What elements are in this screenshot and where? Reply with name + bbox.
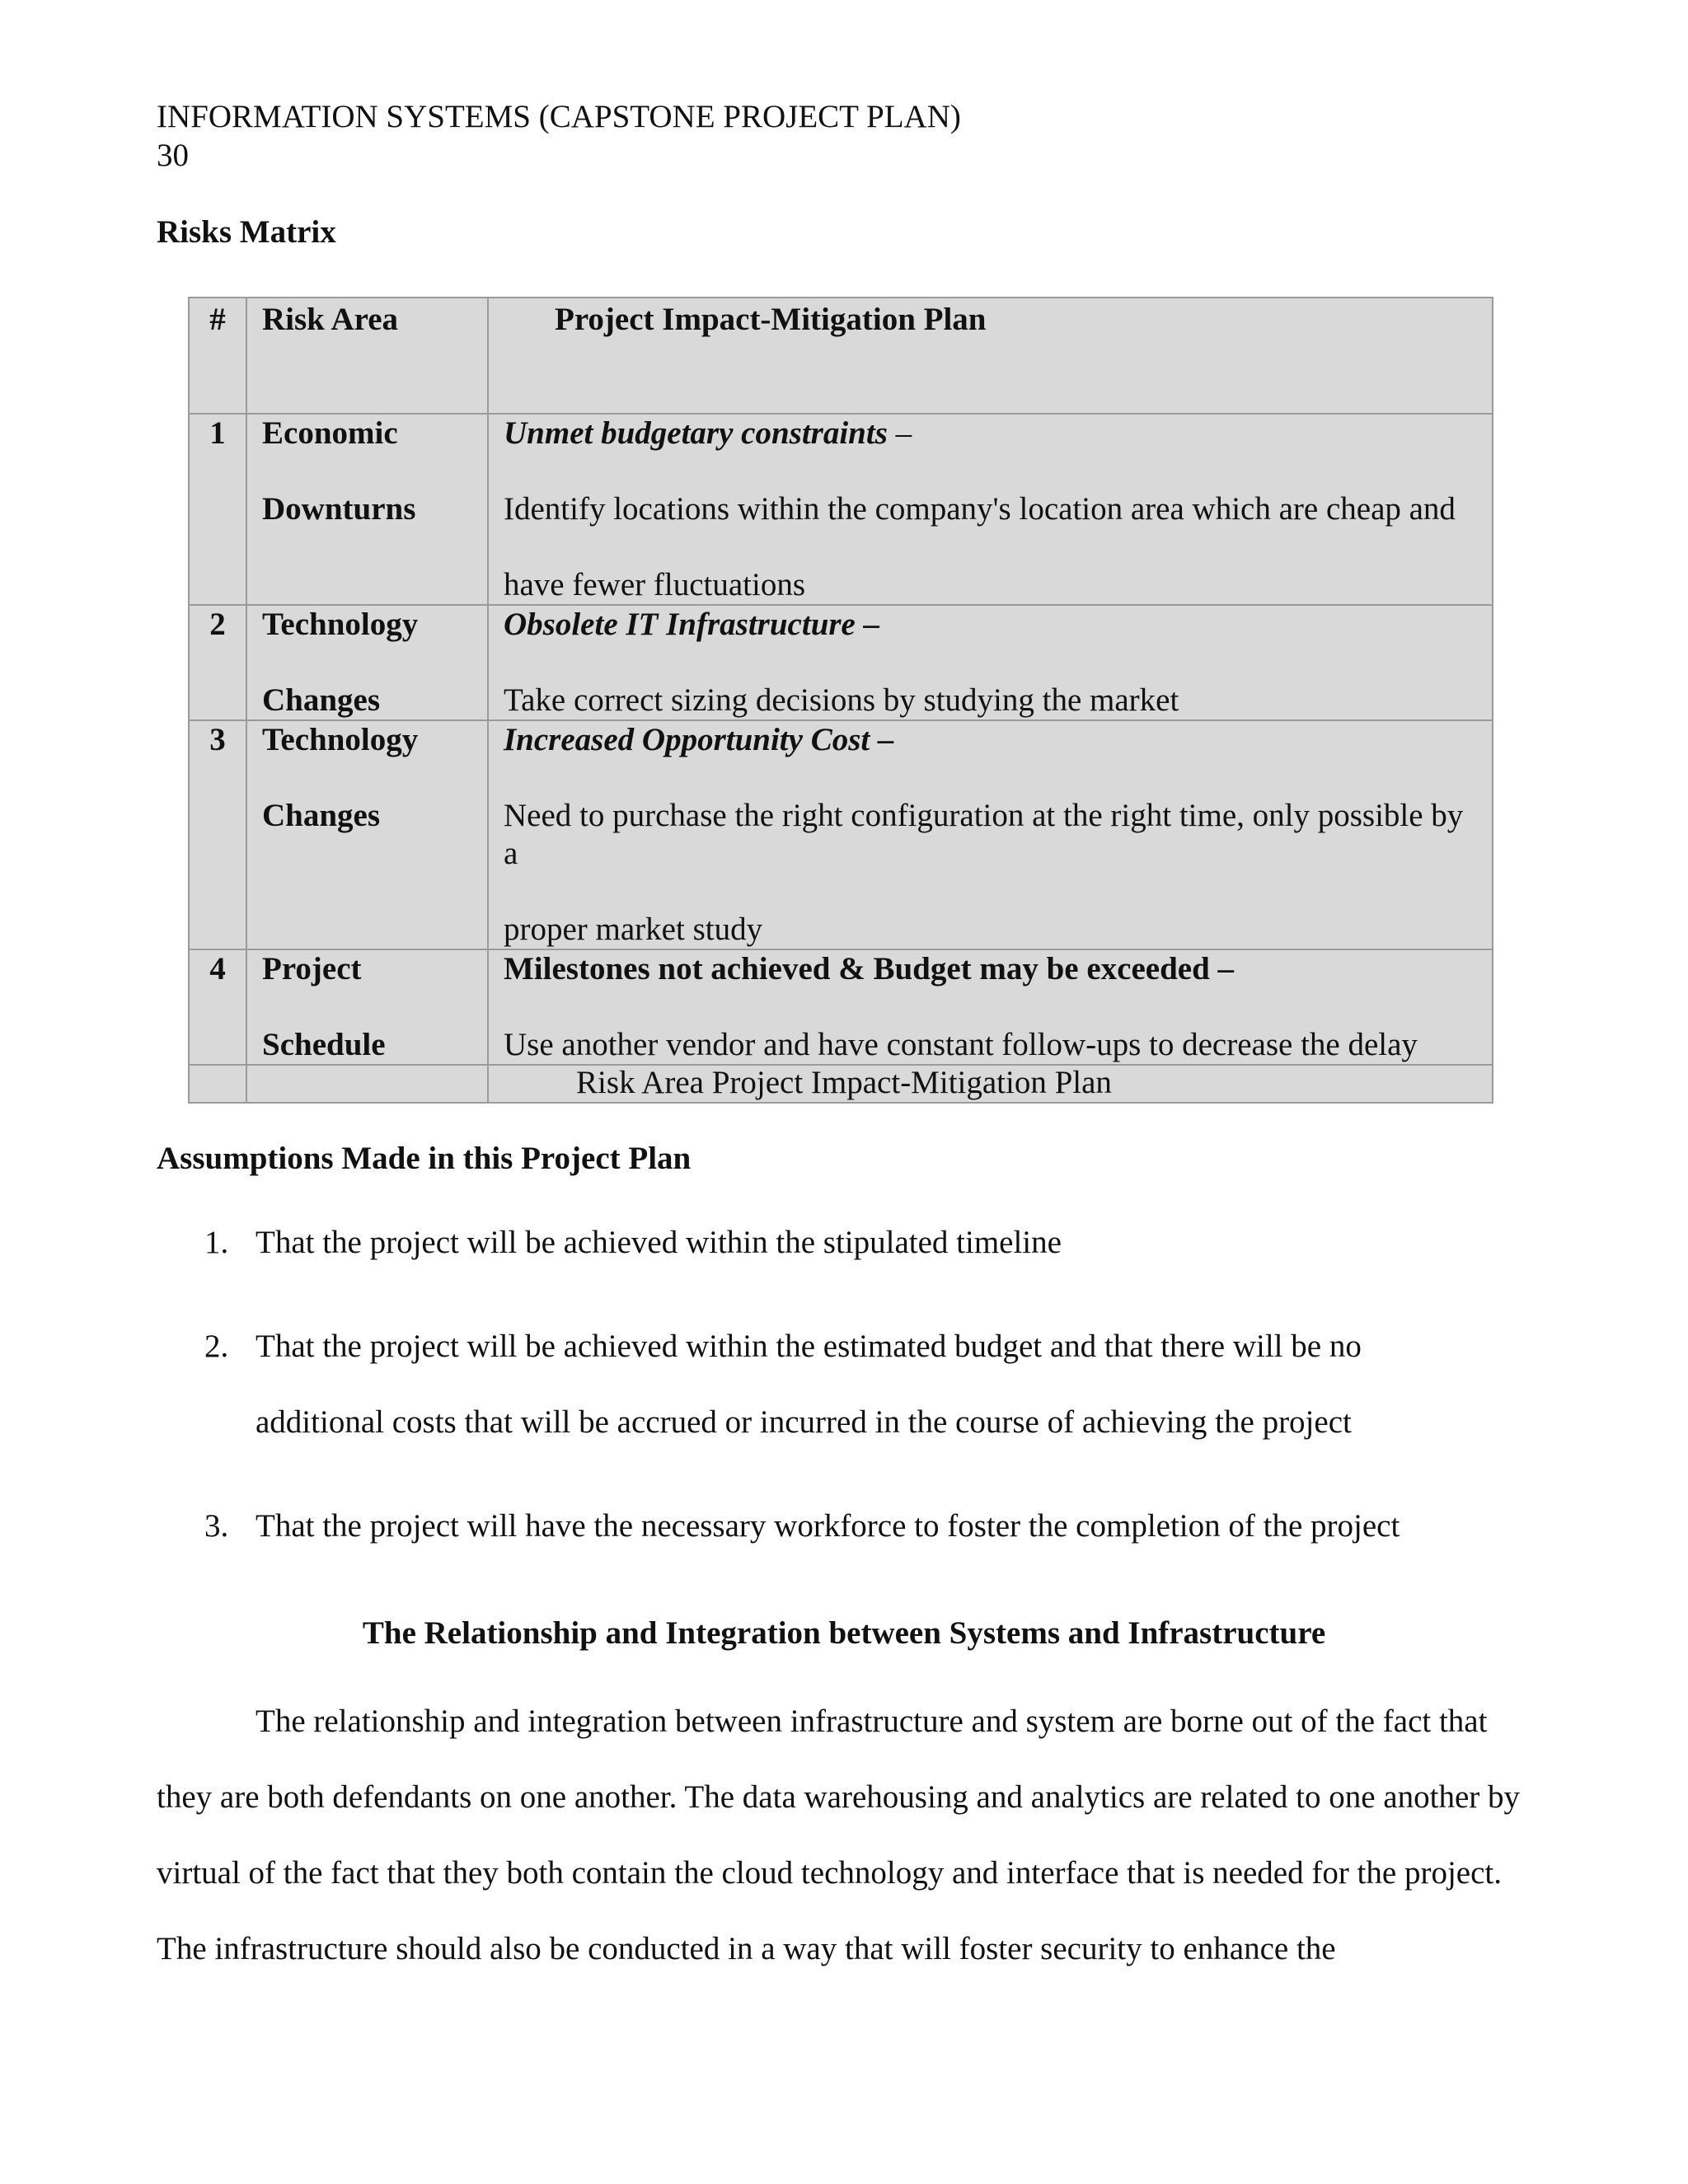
mitigation-plan-cell: [488, 414, 1493, 605]
assumptions-heading: Assumptions Made in this Project Plan: [157, 1141, 692, 1176]
header-mitigation-plan: Project Impact-Mitigation Plan: [488, 298, 1493, 414]
risk-number: 2: [189, 605, 246, 720]
plan-text-line: Use another vendor and have constant follow-ups to decrease the delay: [504, 1027, 1418, 1062]
table-caption: Risk Area Project Impact-Mitigation Plan: [576, 1065, 1112, 1100]
plan-title: Increased Opportunity Cost –: [504, 722, 894, 757]
plan-text-line: proper market study: [504, 912, 763, 947]
risk-area-line: Technology: [262, 722, 419, 757]
risk-area-line: Downturns: [262, 491, 416, 527]
running-header: INFORMATION SYSTEMS (CAPSTONE PROJECT PLAN): [157, 99, 961, 134]
list-item-text: That the project will be achieved within the stipulated timeline: [256, 1225, 1062, 1260]
risk-area-cell: [246, 414, 488, 605]
plan-title: Obsolete IT Infrastructure –: [504, 607, 880, 642]
page-number: 30: [157, 138, 189, 173]
risk-area-line: Economic: [262, 415, 398, 451]
list-item-number: 1.: [204, 1225, 229, 1260]
integration-heading: The Relationship and Integration between Systems and Infrastructure: [362, 1615, 1326, 1651]
risk-matrix-table: [188, 297, 1493, 1104]
risk-area-cell: [246, 720, 488, 949]
risk-area-cell: [246, 605, 488, 720]
table-row: [189, 414, 1493, 605]
list-item-text: That the project will have the necessary workforce to foster the completion of the project: [256, 1508, 1400, 1544]
mitigation-plan-cell: [488, 605, 1493, 720]
list-item: [204, 1205, 1556, 1281]
body-paragraph: The relationship and integration between infrastructure and system are borne out of the fact that they are both defendants on one another. The data warehousing and analytics are related to one another by virtual of the fact that they both contain the cloud technology and interface that is needed for the project. The infrastructure should also be conducted in a way that will foster security to enhance the: [157, 1704, 1520, 1966]
table-row: [189, 605, 1493, 720]
plan-title-line: [504, 415, 1477, 452]
risk-area-line: Schedule: [262, 1027, 386, 1062]
list-item-number: 3.: [204, 1508, 229, 1544]
list-item-text: That the project will be achieved within the estimated budget and that there will be no: [256, 1329, 1362, 1364]
header-number: #: [189, 298, 246, 414]
list-item-text: additional costs that will be accrued or incurred in the course of achieving the project: [256, 1404, 1352, 1440]
risk-number: 4: [189, 949, 246, 1065]
mitigation-plan-cell: [488, 949, 1493, 1065]
table-row: [189, 720, 1493, 949]
risk-area-line: Changes: [262, 798, 381, 833]
risks-matrix-heading: Risks Matrix: [157, 214, 336, 250]
risk-number: 3: [189, 720, 246, 949]
plan-text-line: have fewer fluctuations: [504, 567, 806, 602]
risk-area-line: Project: [262, 951, 362, 987]
mitigation-plan-cell: [488, 720, 1493, 949]
plan-title-suffix: –: [887, 415, 912, 451]
risk-number: 1: [189, 414, 246, 605]
table-header-row: [189, 298, 1493, 414]
header-risk-area: Risk Area: [246, 298, 488, 414]
plan-title: Unmet budgetary constraints: [504, 415, 888, 451]
risk-area-cell: [246, 949, 488, 1065]
plan-text-line: Identify locations within the company's location area which are cheap and: [504, 491, 1456, 527]
plan-text-line: Need to purchase the right configuration at the right time, only possible by a: [504, 798, 1464, 871]
plan-title: Milestones not achieved & Budget may be exceeded –: [504, 951, 1235, 987]
risk-area-line: Changes: [262, 682, 381, 718]
table-row: [189, 949, 1493, 1065]
list-item: [204, 1309, 1556, 1460]
list-item-number: 2.: [204, 1329, 229, 1364]
plan-text-line: Take correct sizing decisions by studying the market: [504, 682, 1179, 718]
risk-area-line: Technology: [262, 607, 419, 642]
list-item: [204, 1488, 1556, 1564]
